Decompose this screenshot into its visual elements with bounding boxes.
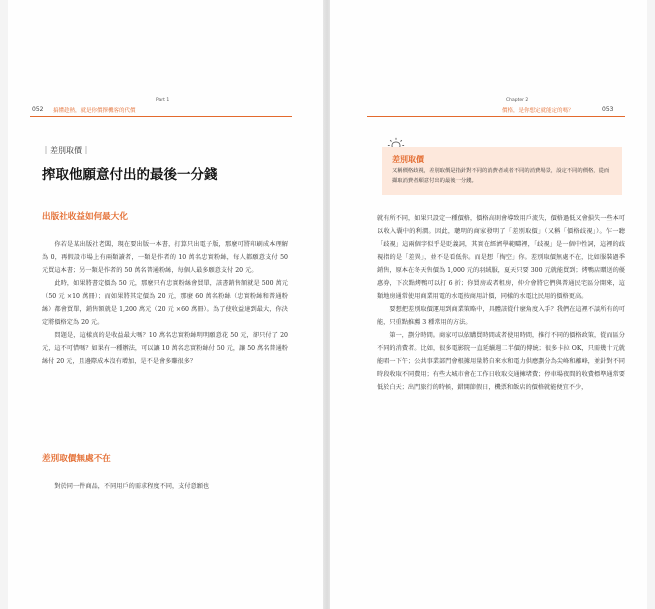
section2-body (42, 480, 288, 493)
left-page (8, 0, 323, 609)
section-tag: ｜差別取價｜ (42, 146, 90, 155)
page-title: 搾取他願意付出的最後一分錢 (42, 167, 218, 183)
paragraph: 第一，劃分時間。商家可以依購買時間或者使用時間，推行不同的價格政策，從而區分不同的消費者。比如，很多電影院一直延續週二半價的傳統；很多卡拉 OK，只需幾十元就能唱一下午；公共事業部門會根據用量將自來水和電力供應劃分為尖峰和離峰，並針對不同時段收取不同費用；有些大城市會在工作日收取交通擁堵費；停車場夜間的收費標準通常要低於白天；出門旅行的時候，錯開節假日，機票和飯店的價格就能便宜不少， (377, 332, 625, 391)
paragraph: 對於同一件商品，不同用戶的需求程度不同，支付意願也 (54, 483, 210, 490)
paragraph: 問題是，這樣真的是收益最大嗎？10 萬名忠實粉絲明明願意花 50 元，卻只付了 20 元，這不可惜嗎？如果有一種辦法，可以讓 10 萬名忠實粉絲付 50 元，讓 50 萬名普通粉絲付 20 元，且邊際成本沒有增加，是不是會多賺很多？ (42, 332, 288, 365)
right-page (330, 0, 647, 609)
left-page-number: 052 (32, 106, 44, 113)
section-heading-price-discrimination: 差別取價無處不在 (42, 454, 111, 464)
right-chapter-title: 價格，是你想定就能定的嗎？ (502, 108, 574, 114)
right-body (377, 212, 625, 394)
paragraph: 你若是某出版社老闆，現在要出版一本書，打算只出電子版，那麼可將印刷成本理解為 0，再假設市場上有兩類讀者，一類是作者的 10 萬名忠實粉絲，每人都願意支付 50 元買這本書；另一類是作者的 50 萬名普通粉絲，每個人最多願意支付 20 元。 (42, 241, 288, 274)
paragraph: 此時，如果將書定價為 50 元，那麼只有忠實粉絲會買單，該書銷售額就是 500 萬元（50 元 ×10 萬冊）；而如果將其定價為 20 元，那麼 60 萬名粉絲（忠實粉絲和普通粉絲）都會買單，銷售額就是 1,200 萬元（20 元 ×60 萬冊）。為了使收益達到最大，你決定將價格定為 20 元。 (42, 280, 288, 326)
section-heading-publisher-revenue: 出版社收益如何最大化 (42, 212, 128, 222)
section1-body (42, 238, 288, 368)
left-chapter-title: 搞懂趁熱，就是你價擇機客的代價 (53, 108, 136, 114)
right-page-number: 053 (602, 106, 614, 113)
right-chapter-label: Chapter 2 (506, 98, 529, 103)
paragraph: 就有所不同，如果只設定一種價格，價格高則會導致用戶流失，價格過低又會損失一些本可以收入囊中的利潤。因此，聰明的商家發明了「差別取價」（又稱「價格歧視」）。乍一聽「歧視」這兩個字似乎是貶義詞，其實在經濟學範疇裡，「歧視」是一個中性詞，這裡的歧視指的是「差異」，並不是看低你。而是想「掏空」你。差別取價無處不在，比如服裝過季銷售，原本在冬天售價為 1,000 元的羽絨服，夏天只要 300 元就能買到；烤鴨店贈送的優惠券，下次點烤鴨可以打 6 折；你買房或者租房，仲介會將它們與普通民宅區分開來，這類地房通常使用商業用電的水電按商用計價，同樣的水電比民用的價格更高。 (377, 215, 625, 300)
definition-title: 差別取價 (392, 155, 424, 164)
left-header-rule (30, 116, 292, 117)
right-header-rule (367, 116, 625, 117)
paragraph: 要想把差別取價運用到商業策略中，具體該從什麼角度入手？我們在這裡不談所有的可能，只重點推薦 3 種常用的方法。 (377, 306, 625, 326)
definition-text: 又稱價格歧視，差別取價是指針對不同的消費者或者不同的消費場景，設定不同的價格，從而擷取消費者願意付出的最後一分錢。 (392, 168, 610, 184)
left-part-label: Part 1 (156, 98, 170, 103)
